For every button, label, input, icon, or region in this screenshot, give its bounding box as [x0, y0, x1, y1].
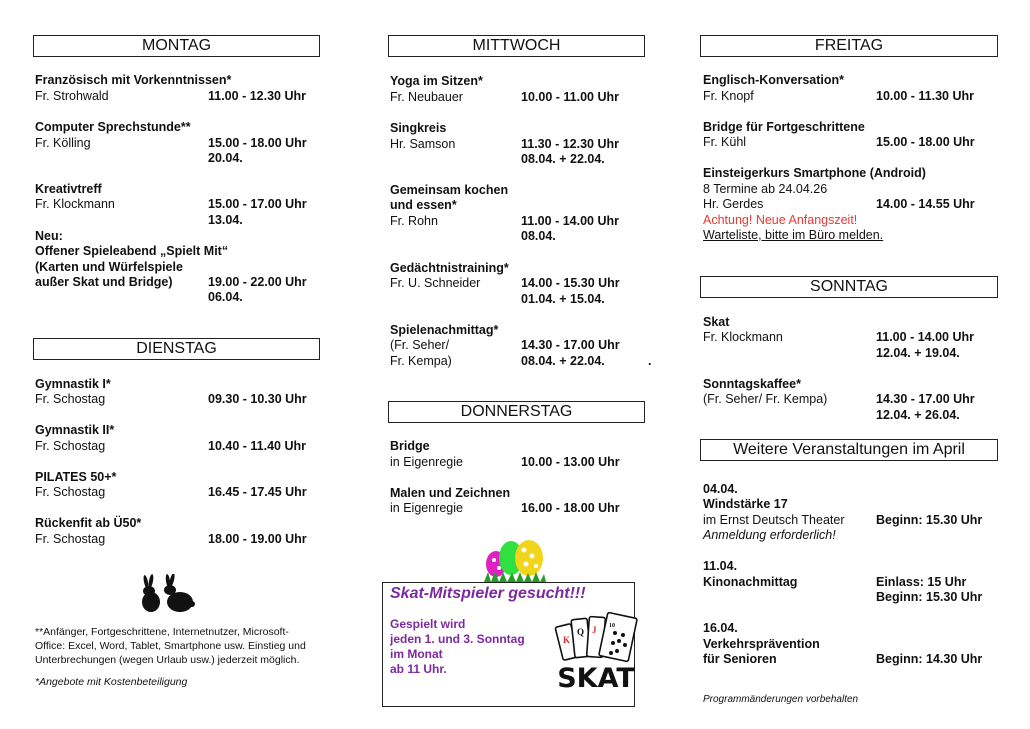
item-time: 10.00 - 13.00 Uhr [521, 455, 620, 469]
item-time: 11.00 - 14.00 Uhr [876, 330, 974, 344]
item-dates: 08.04. + 22.04. [521, 354, 605, 368]
item-time: 14.00 - 14.55 Uhr [876, 197, 975, 211]
skat-logo-text: SKAT [557, 663, 635, 691]
event-title-line: für Senioren [703, 652, 777, 666]
header-mittwoch: MITTWOCH [388, 35, 645, 57]
item-person: Fr. Rohn [390, 214, 438, 228]
item-title: Computer Sprechstunde** [35, 120, 191, 134]
skat-ad-box [382, 582, 635, 707]
item-dates: 08.04. + 22.04. [521, 152, 605, 166]
skat-ad-line: jeden 1. und 3. Sonntag [390, 632, 525, 646]
skat-ad-line: im Monat [390, 647, 443, 661]
item-person: (Fr. Seher/ Fr. Kempa) [703, 392, 828, 406]
item-person: Hr. Gerdes [703, 197, 764, 211]
skat-logo-icon [553, 611, 639, 691]
header-sonntag: SONNTAG [700, 276, 998, 298]
item-title: Yoga im Sitzen* [390, 74, 483, 88]
event-info: Beginn: 14.30 Uhr [876, 652, 983, 666]
cost-note: *Angebote mit Kostenbeteiligung [35, 676, 188, 688]
item-dates: 20.04. [208, 151, 243, 165]
event-location: im Ernst Deutsch Theater [703, 513, 845, 527]
item-title: Sonntagskaffee* [703, 377, 801, 391]
item-time: 15.00 - 18.00 Uhr [876, 135, 975, 149]
item-subtitle: 8 Termine ab 24.04.26 [703, 182, 828, 196]
item-time: 09.30 - 10.30 Uhr [208, 392, 307, 406]
item-time: 11.00 - 12.30 Uhr [208, 89, 306, 103]
item-time: 11.30 - 12.30 Uhr [521, 137, 619, 151]
event-info-2: Beginn: 15.30 Uhr [876, 590, 983, 604]
footnote-line: Office: Excel, Word, Tablet, Smartphone usw. Einstieg und [35, 640, 306, 652]
new-label: Neu: [35, 229, 63, 243]
item-time: 15.00 - 17.00 Uhr [208, 197, 307, 211]
item-time: 14.00 - 15.30 Uhr [521, 276, 620, 290]
item-time: 18.00 - 19.00 Uhr [208, 532, 307, 546]
warning-text: Achtung! Neue Anfangszeit! [703, 213, 858, 227]
item-title: Skat [703, 315, 730, 329]
header-donnerstag: DONNERSTAG [388, 401, 645, 423]
item-dates: 06.04. [208, 290, 243, 304]
item-title: Kreativtreff [35, 182, 102, 196]
header-freitag: FREITAG [700, 35, 998, 57]
item-title-line: außer Skat und Bridge) [35, 275, 173, 289]
item-title-line: und essen* [390, 198, 457, 212]
easter-eggs-icon [482, 538, 548, 582]
event-title-line: Verkehrsprävention [703, 637, 820, 651]
item-dates: 08.04. [521, 229, 556, 243]
item-title: Gymnastik I* [35, 377, 111, 391]
trailing-dot: . [648, 354, 652, 368]
item-title: Gymnastik II* [35, 423, 115, 437]
item-person: in Eigenregie [390, 501, 463, 515]
item-time: 10.40 - 11.40 Uhr [208, 439, 306, 453]
item-person: Fr. U. Schneider [390, 276, 481, 290]
bunnies-icon [140, 574, 196, 612]
item-time: 16.00 - 18.00 Uhr [521, 501, 620, 515]
event-info: Beginn: 15.30 Uhr [876, 513, 983, 527]
event-date: 04.04. [703, 482, 738, 496]
header-montag: MONTAG [33, 35, 320, 57]
item-time: 16.45 - 17.45 Uhr [208, 485, 307, 499]
item-time: 19.00 - 22.00 Uhr [208, 275, 307, 289]
item-dates: 13.04. [208, 213, 243, 227]
item-person: Fr. Knopf [703, 89, 754, 103]
item-title: Einsteigerkurs Smartphone (Android) [703, 166, 926, 180]
footnote-line: Unterbrechungen (wegen Urlaub usw.) jederzeit möglich. [35, 654, 300, 666]
item-title: Bridge für Fortgeschrittene [703, 120, 865, 134]
item-title: Englisch-Konversation* [703, 73, 844, 87]
item-person: Fr. Schostag [35, 439, 106, 453]
item-dates: 12.04. + 26.04. [876, 408, 960, 422]
item-title: PILATES 50+* [35, 470, 117, 484]
item-time: 10.00 - 11.00 Uhr [521, 90, 619, 104]
item-person-line: Fr. Kempa) [390, 354, 452, 368]
event-title: Kinonachmittag [703, 575, 798, 589]
waitlist-text: Warteliste, bitte im Büro melden. [703, 228, 884, 242]
item-title: Gedächtnistraining* [390, 261, 509, 275]
item-title: Rückenfit ab Ü50* [35, 516, 142, 530]
svg-text:Q: Q [577, 627, 585, 637]
item-title: Bridge [390, 439, 430, 453]
event-info: Einlass: 15 Uhr [876, 575, 967, 589]
event-note: Anmeldung erforderlich! [703, 528, 836, 542]
svg-text:K: K [563, 635, 571, 645]
skat-ad-headline: Skat-Mitspieler gesucht!!! [390, 585, 586, 602]
item-time: 10.00 - 11.30 Uhr [876, 89, 974, 103]
skat-ad-line: ab 11 Uhr. [390, 662, 447, 676]
item-title-line: Gemeinsam kochen [390, 183, 509, 197]
item-person: in Eigenregie [390, 455, 463, 469]
item-person: Fr. Klockmann [35, 197, 115, 211]
item-person: Fr. Kölling [35, 136, 91, 150]
item-time: 15.00 - 18.00 Uhr [208, 136, 307, 150]
item-person: Fr. Schostag [35, 532, 106, 546]
item-person: Fr. Strohwald [35, 89, 109, 103]
item-time: 11.00 - 14.00 Uhr [521, 214, 619, 228]
header-dienstag: DIENSTAG [33, 338, 320, 360]
event-date: 11.04. [703, 559, 738, 573]
disclaimer: Programmänderungen vorbehalten [703, 694, 859, 705]
item-person: Fr. Neubauer [390, 90, 463, 104]
item-time: 14.30 - 17.00 Uhr [876, 392, 975, 406]
item-person: Fr. Klockmann [703, 330, 783, 344]
item-title: Malen und Zeichnen [390, 486, 511, 500]
item-person: Fr. Kühl [703, 135, 747, 149]
item-title: Singkreis [390, 121, 447, 135]
item-person: Fr. Schostag [35, 392, 106, 406]
item-title-line: (Karten und Würfelspiele [35, 260, 183, 274]
item-person: Hr. Samson [390, 137, 456, 151]
item-dates: 12.04. + 19.04. [876, 346, 960, 360]
item-time: 14.30 - 17.00 Uhr [521, 338, 620, 352]
item-title: Spielenachmittag* [390, 323, 499, 337]
item-title: Französisch mit Vorkenntnissen* [35, 73, 232, 87]
svg-text:J: J [592, 625, 597, 635]
item-title-line: Offener Spieleabend „Spielt Mit“ [35, 244, 229, 258]
footnote-line: **Anfänger, Fortgeschrittene, Internetnutzer, Microsoft- [35, 626, 289, 638]
svg-text:10: 10 [609, 623, 615, 629]
item-person: Fr. Schostag [35, 485, 106, 499]
item-dates: 01.04. + 15.04. [521, 292, 605, 306]
header-events: Weitere Veranstaltungen im April [700, 439, 998, 461]
item-person-line: (Fr. Seher/ [390, 338, 450, 352]
skat-ad-line: Gespielt wird [390, 617, 466, 631]
event-date: 16.04. [703, 621, 738, 635]
event-title: Windstärke 17 [703, 497, 788, 511]
